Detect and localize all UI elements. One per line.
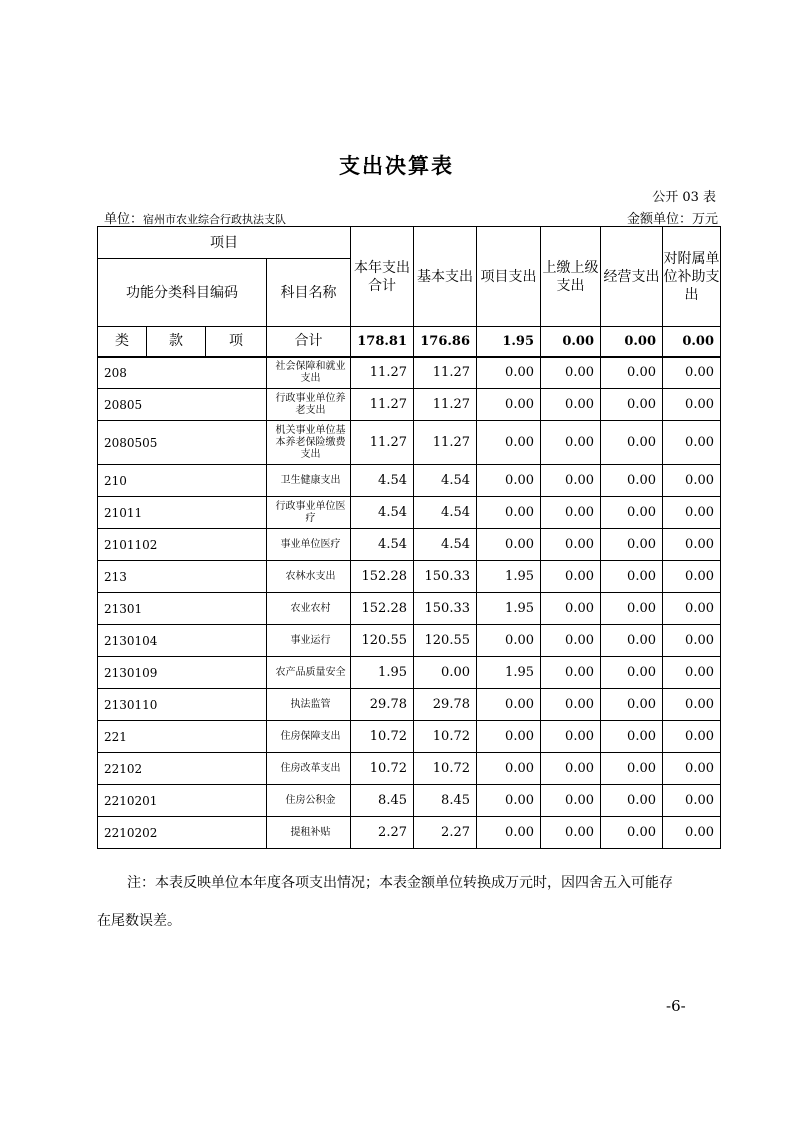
subject-name: 农林水支出 xyxy=(267,561,351,593)
amount-cell: 0.00 xyxy=(601,689,663,721)
amount-cell: 0.00 xyxy=(477,357,541,389)
subject-code: 21301 xyxy=(98,593,267,625)
amount-cell: 0.00 xyxy=(477,625,541,657)
amount-cell: 0.00 xyxy=(601,785,663,817)
amount-cell: 1.95 xyxy=(477,657,541,689)
subject-code: 221 xyxy=(98,721,267,753)
amount-cell: 1.95 xyxy=(351,657,414,689)
total-value: 0.00 xyxy=(663,327,721,357)
subject-name: 住房公积金 xyxy=(267,785,351,817)
subject-code: 210 xyxy=(98,465,267,497)
amount-cell: 0.00 xyxy=(541,657,601,689)
amount-cell: 0.00 xyxy=(477,497,541,529)
amount-cell: 0.00 xyxy=(601,421,663,465)
header-operating: 经营支出 xyxy=(601,227,663,327)
amount-cell: 0.00 xyxy=(663,689,721,721)
table-row xyxy=(98,625,721,657)
amount-cell: 0.00 xyxy=(601,721,663,753)
amount-cell: 0.00 xyxy=(663,357,721,389)
amount-cell: 120.55 xyxy=(351,625,414,657)
amount-cell: 11.27 xyxy=(414,421,477,465)
amount-cell: 0.00 xyxy=(663,465,721,497)
amount-cell: 0.00 xyxy=(477,689,541,721)
subject-code: 2130104 xyxy=(98,625,267,657)
amount-cell: 2.27 xyxy=(351,817,414,849)
subject-name: 行政事业单位养老支出 xyxy=(267,389,351,421)
amount-cell: 0.00 xyxy=(601,529,663,561)
amount-cell: 8.45 xyxy=(351,785,414,817)
amount-cell: 0.00 xyxy=(541,529,601,561)
header-basic: 基本支出 xyxy=(414,227,477,327)
amount-cell: 0.00 xyxy=(541,689,601,721)
amount-cell: 11.27 xyxy=(351,421,414,465)
amount-cell: 0.00 xyxy=(663,657,721,689)
table-row xyxy=(98,389,721,421)
amount-cell: 29.78 xyxy=(351,689,414,721)
amount-cell: 0.00 xyxy=(541,817,601,849)
header-project: 项目 xyxy=(98,227,351,259)
table-row xyxy=(98,529,721,561)
amount-cell: 0.00 xyxy=(477,465,541,497)
subject-code: 22102 xyxy=(98,753,267,785)
amount-cell: 0.00 xyxy=(663,721,721,753)
table-row xyxy=(98,785,721,817)
header-func-code: 功能分类科目编码 xyxy=(98,259,267,327)
subject-name: 机关事业单位基本养老保险缴费支出 xyxy=(267,421,351,465)
amount-cell: 0.00 xyxy=(541,625,601,657)
subject-name: 卫生健康支出 xyxy=(267,465,351,497)
amount-cell: 0.00 xyxy=(541,753,601,785)
subject-code: 2130110 xyxy=(98,689,267,721)
amount-cell: 150.33 xyxy=(414,593,477,625)
unit-value: 宿州市农业综合行政执法支队 xyxy=(143,213,287,226)
total-value: 0.00 xyxy=(541,327,601,357)
table-row xyxy=(98,753,721,785)
amount-cell: 1.95 xyxy=(477,593,541,625)
amount-cell: 152.28 xyxy=(351,593,414,625)
amount-cell: 0.00 xyxy=(601,465,663,497)
amount-cell: 0.00 xyxy=(477,421,541,465)
subject-code: 208 xyxy=(98,357,267,389)
header-subsidiary: 对附属单位补助支出 xyxy=(663,227,721,327)
amount-cell: 0.00 xyxy=(601,753,663,785)
subject-name: 行政事业单位医疗 xyxy=(267,497,351,529)
total-value: 0.00 xyxy=(601,327,663,357)
amount-cell: 0.00 xyxy=(601,593,663,625)
amount-cell: 0.00 xyxy=(663,497,721,529)
amount-cell: 0.00 xyxy=(541,357,601,389)
subject-code: 2210202 xyxy=(98,817,267,849)
subject-name: 住房改革支出 xyxy=(267,753,351,785)
amount-cell: 120.55 xyxy=(414,625,477,657)
page-number: -6- xyxy=(666,997,686,1015)
subject-code: 213 xyxy=(98,561,267,593)
amount-cell: 0.00 xyxy=(477,785,541,817)
header-lei: 类 xyxy=(98,327,147,357)
amount-cell: 0.00 xyxy=(663,529,721,561)
amount-cell: 0.00 xyxy=(601,625,663,657)
subject-code: 2130109 xyxy=(98,657,267,689)
amount-cell: 0.00 xyxy=(541,721,601,753)
amount-cell: 0.00 xyxy=(663,817,721,849)
amount-cell: 0.00 xyxy=(663,753,721,785)
amount-cell: 4.54 xyxy=(414,529,477,561)
subject-name: 农业农村 xyxy=(267,593,351,625)
amount-cell: 0.00 xyxy=(601,657,663,689)
table-row xyxy=(98,721,721,753)
subject-code: 21011 xyxy=(98,497,267,529)
header-kuan: 款 xyxy=(147,327,206,357)
amount-cell: 1.95 xyxy=(477,561,541,593)
amount-cell: 0.00 xyxy=(663,561,721,593)
amount-cell: 11.27 xyxy=(351,357,414,389)
amount-cell: 0.00 xyxy=(663,389,721,421)
expenditure-table xyxy=(97,226,721,849)
subject-name: 提租补贴 xyxy=(267,817,351,849)
unit-label: 单位： xyxy=(104,212,144,227)
subject-name: 事业运行 xyxy=(267,625,351,657)
amount-cell: 0.00 xyxy=(541,389,601,421)
header-xiang: 项 xyxy=(206,327,267,357)
amount-cell: 0.00 xyxy=(477,721,541,753)
amount-cell: 150.33 xyxy=(414,561,477,593)
amount-cell: 11.27 xyxy=(414,389,477,421)
amount-cell: 0.00 xyxy=(601,817,663,849)
subject-code: 20805 xyxy=(98,389,267,421)
header-project-expense: 项目支出 xyxy=(477,227,541,327)
table-code: 公开 03 表 xyxy=(652,190,716,205)
amount-cell: 10.72 xyxy=(351,721,414,753)
amount-cell: 10.72 xyxy=(414,753,477,785)
subject-code: 2101102 xyxy=(98,529,267,561)
amount-cell: 0.00 xyxy=(541,465,601,497)
amount-cell: 2.27 xyxy=(414,817,477,849)
amount-cell: 152.28 xyxy=(351,561,414,593)
amount-unit: 金额单位：万元 xyxy=(626,212,718,227)
page-title: 支出决算表 xyxy=(339,154,454,178)
amount-cell: 0.00 xyxy=(663,625,721,657)
table-row xyxy=(98,689,721,721)
amount-cell: 0.00 xyxy=(663,593,721,625)
amount-cell: 0.00 xyxy=(541,497,601,529)
table-row xyxy=(98,497,721,529)
amount-cell: 0.00 xyxy=(663,421,721,465)
amount-cell: 11.27 xyxy=(414,357,477,389)
subject-name: 执法监管 xyxy=(267,689,351,721)
amount-cell: 4.54 xyxy=(351,497,414,529)
amount-cell: 0.00 xyxy=(541,421,601,465)
amount-cell: 0.00 xyxy=(663,785,721,817)
amount-cell: 0.00 xyxy=(541,593,601,625)
amount-cell: 0.00 xyxy=(477,389,541,421)
amount-cell: 4.54 xyxy=(414,497,477,529)
amount-cell: 0.00 xyxy=(601,561,663,593)
total-value: 1.95 xyxy=(477,327,541,357)
amount-cell: 0.00 xyxy=(477,529,541,561)
header-total: 本年支出合计 xyxy=(351,227,414,327)
subject-name: 农产品质量安全 xyxy=(267,657,351,689)
amount-cell: 8.45 xyxy=(414,785,477,817)
table-row xyxy=(98,421,721,465)
amount-cell: 4.54 xyxy=(414,465,477,497)
note-line-1: 注：本表反映单位本年度各项支出情况；本表金额单位转换成万元时，因四舍五入可能存 xyxy=(127,875,673,891)
table-row xyxy=(98,561,721,593)
amount-cell: 10.72 xyxy=(351,753,414,785)
subject-name: 住房保障支出 xyxy=(267,721,351,753)
unit-info xyxy=(104,208,286,227)
amount-cell: 11.27 xyxy=(351,389,414,421)
total-row xyxy=(98,327,721,357)
amount-cell: 0.00 xyxy=(541,785,601,817)
amount-cell: 29.78 xyxy=(414,689,477,721)
amount-cell: 0.00 xyxy=(601,357,663,389)
amount-cell: 0.00 xyxy=(477,817,541,849)
total-value: 176.86 xyxy=(414,327,477,357)
note-line-2: 在尾数误差。 xyxy=(97,913,181,929)
amount-cell: 4.54 xyxy=(351,529,414,561)
amount-cell: 4.54 xyxy=(351,465,414,497)
total-value: 178.81 xyxy=(351,327,414,357)
subject-code: 2080505 xyxy=(98,421,267,465)
subject-name: 社会保障和就业支出 xyxy=(267,357,351,389)
table-row xyxy=(98,357,721,389)
amount-cell: 0.00 xyxy=(541,561,601,593)
amount-cell: 0.00 xyxy=(414,657,477,689)
amount-cell: 0.00 xyxy=(477,753,541,785)
amount-cell: 0.00 xyxy=(601,389,663,421)
table-row xyxy=(98,817,721,849)
amount-cell: 10.72 xyxy=(414,721,477,753)
total-label: 合计 xyxy=(267,327,351,357)
subject-name: 事业单位医疗 xyxy=(267,529,351,561)
amount-cell: 0.00 xyxy=(601,497,663,529)
header-subject-name: 科目名称 xyxy=(267,259,351,327)
header-upper: 上缴上级支出 xyxy=(541,227,601,327)
table-row xyxy=(98,593,721,625)
table-row xyxy=(98,465,721,497)
table-row xyxy=(98,657,721,689)
subject-code: 2210201 xyxy=(98,785,267,817)
